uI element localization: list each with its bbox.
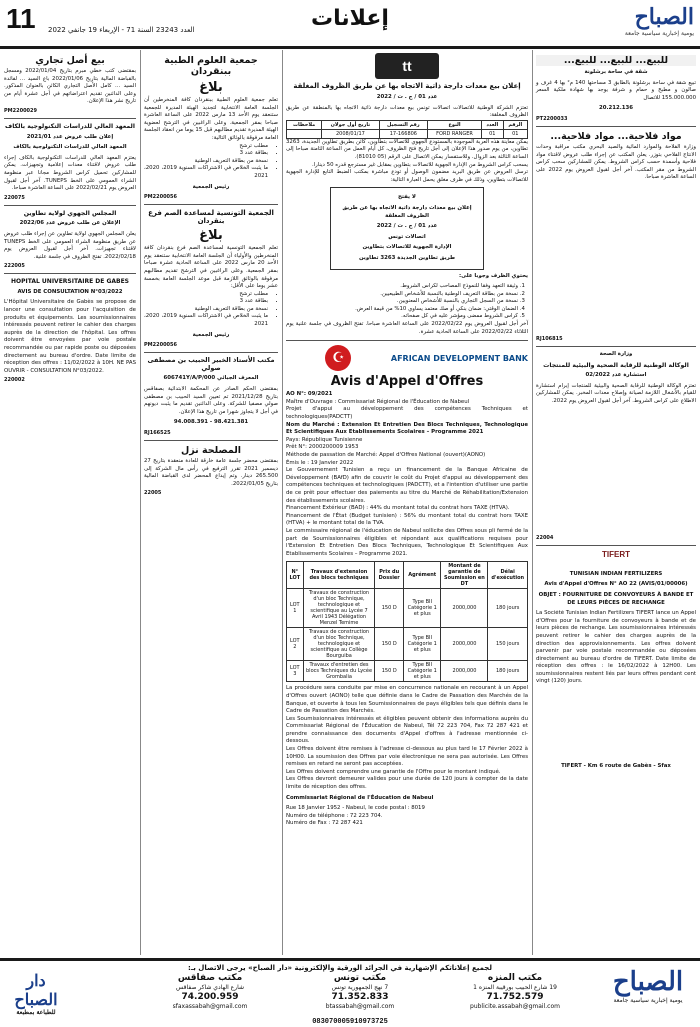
list-item: • مطلب ترشح	[144, 291, 268, 299]
gabes-consultation-number: AVIS DE CONSULTATION N°03/2022	[17, 288, 123, 295]
gabes-hospital-text: L'Hôpital Universitaire de Gabès se propose de lancer une consultation pour l'acquisition de produits et équipements. Les soumissionnaires intéressés peuvent retirer le cahier des charges auprès de la direction de l'hôpital. Les offres doivent être envoyées par voie postale recommandée ou par rapide poste ou déposées directement au bureau d'ordre. Date limite de réception des offres : 11/02/2022 à 10H. NE PAS OUVRIR - CONSULTATION N°03/2022.	[4, 299, 136, 374]
list-item: 4. الضمان الوقتي: ضمان بنكي أو صك معتمد يساوي 10% من قيمة العرض.	[286, 306, 518, 314]
ao-number: AO N°: 09/2021	[286, 391, 333, 398]
divider	[536, 126, 696, 127]
table-row	[287, 589, 528, 628]
para-6: Les Offres doivent comprendre une garantie de l'Offre pour le montant indiqué.	[286, 768, 501, 775]
tifert-title: TUNISIAN INDIAN FERTILIZERS	[569, 570, 663, 577]
table-header-cell: Délai d'exécution	[488, 562, 528, 589]
table-cell: Type BII Catégorie 1 et plus	[404, 589, 441, 628]
table-cell: 150 D	[375, 661, 404, 682]
tataouine-council-text: يعلن المجلس الجهوي لولاية تطاوين عن إجراء طلب عروض عن طريق منظومة الشراء العمومي على الخط TUNEPS لاقتناء تجهيزات. آخر أجل لقبول العروض يوم 2022/02/18. تفتح الظروف في جلسة علنية.	[4, 230, 136, 260]
vehicle-table	[286, 120, 528, 139]
envelope-line: الإدارة الجهوية للاتصالات بتطاوين	[362, 244, 452, 251]
divider	[286, 340, 528, 341]
list-item: • بطاقة عدد 3	[144, 298, 268, 306]
list-item: 3. نسخة من السجل التجاري بالنسبة للأشخاص المعنويين.	[286, 298, 518, 306]
tt-logo: tt	[375, 53, 439, 79]
consultation-number: استشارة عدد 02/2022	[585, 372, 647, 379]
table-header-cell: Agrément	[404, 562, 441, 589]
tunisia-emblem-icon: ☪	[325, 345, 351, 371]
table-header-cell: ملاحظات	[287, 120, 322, 129]
iset-kef-title: المعهد العالي للدراسات التكنولوجية بالكاف	[5, 122, 135, 130]
iset-kef-sub2: المعهد العالي للدراسات التكنولوجية بالكاف	[13, 144, 127, 151]
tifert-object: OBJET : FOURNITURE DE CONVOYEURS À BANDE ET DE LEURS PIÈCES DE RECHANGE	[538, 591, 694, 606]
envelope-line: إعلان بيع معدات دارجة ذاتية الاتجاه بها عن طريق الظروف المغلقة	[342, 204, 472, 219]
table-cell: Type BII Catégorie 1 et plus	[404, 628, 441, 661]
divider	[144, 440, 278, 441]
address-line: Numéro de Fax : 72 287 421	[286, 820, 363, 827]
afdb-logo: AFRICAN DEVELOPMENT BANK	[390, 353, 528, 363]
pays: Pays: République Tunisienne	[286, 436, 363, 443]
tt-ad-title: إعلان بيع معدات دارجة ذاتية الاتجاه بها عن طريق الظروف المغلقة	[293, 82, 521, 90]
assoc-medical-title: جمعية العلوم الطبية ببنقردان	[164, 55, 258, 77]
dar-assabah-tag: للطباعة بمطبعة	[16, 1009, 56, 1016]
tt-ad-body3: ترسل العروض عن طريق البريد مضمون الوصول أو تودع مباشرة بمكتب الضبط التابع للإدارة الجهوية للاتصالات بتطاوين، وذلك في ظرف مغلق يحمل العبارة التالية:	[286, 169, 528, 183]
table-header-row	[287, 120, 528, 129]
agency-text: تعتزم الوكالة الوطنية للرقابة الصحية والبيئية للمنتجات إبرام استشارة للقيام بالأشغال اللازمة لصيانة وإصلاح معدات المخبر. يمكن للمشاركين الاطلاع على كراس الشروط. آخر أجل لقبول العروض يوم 2022.	[536, 382, 696, 404]
dar-assabah-name: دار الصباح	[14, 971, 58, 1009]
table-header-cell: العدد	[481, 120, 503, 129]
ad-reference: 222005	[4, 263, 25, 270]
table-cell: LOT 1	[287, 589, 304, 628]
list-item: 1. وثيقة التعهد وفقا للنموذج المصاحب لكراس الشروط.	[286, 283, 518, 291]
envelope-contents-list	[286, 283, 528, 321]
table-cell: 17-166806	[379, 129, 428, 138]
ad-reference: 22005	[144, 490, 162, 497]
page-header	[0, 0, 700, 49]
expert-phones: 98.421.381 - 94.008.391	[173, 419, 249, 426]
heading-for-sale: للبيع... للبيع... للبيع...	[536, 55, 696, 66]
tifert-notice-number: Avis d'Appel d'Offres N° AO 22 (AVIS/01/00006)	[544, 581, 688, 588]
office-title: مكتب تونس	[333, 973, 387, 983]
ad-reference: PM2200029	[4, 107, 37, 114]
envelope-box	[330, 187, 483, 269]
marche-name: Nom du Marché : Extension Et Entretien Des Blocs Techniques, Technologique Et Scientifiques Aux Etablissements Scolaires – Programme 2021	[286, 421, 528, 436]
hotel-notice-text: بمقتضى محضر جلسة عامة خارقة للعادة منعقدة بتاريخ 27 ديسمبر 2021 تقرر الترفيع في رأس مال الشركة إلى 265.500 دينار. وتم إيداع المحضر لدى القباضة المالية بتاريخ 2022/01/05.	[144, 458, 278, 487]
expert-text: بمقتضى الحكم الصادر عن المحكمة الابتدائية بصفاقس بتاريخ 2021/12/28 تم تعيين السيد الحبيب بن مصطفى صولي مصفيا للشركة. وعلى الدائنين تقديم ما يثبت ديونهم في أجل لا يتجاوز شهرا من تاريخ هذا الإعلان.	[144, 386, 278, 415]
office-menzah	[440, 973, 590, 1011]
list-item: • بطاقة عدد 3	[144, 150, 268, 158]
tataouine-council-sub: الإعلان عن طلب عروض عدد 2022/06	[19, 220, 121, 227]
projet: Projet d'appui au développement des compétences Techniques et technologiques(PADCTT)	[286, 406, 528, 421]
office-email[interactable]: publicite.assabah@gmail.com	[470, 1003, 560, 1010]
address-line: Rue 18 Janvier 1952 - Nabeul, le code postal : 8019	[286, 805, 425, 812]
table-cell: LOT 3	[287, 661, 304, 682]
list-item: 2. نسخة من بطاقة التعريف الوطنية بالنسبة للأشخاص الطبيعيين.	[286, 291, 518, 299]
table-cell: Type BII Catégorie 1 et plus	[404, 661, 441, 682]
divider	[536, 545, 696, 546]
afdb-notice	[286, 345, 528, 828]
office-sfax	[140, 973, 280, 1011]
tt-ad-number: عدد 01 / ج . ت / 2022	[376, 94, 438, 100]
column-sales	[532, 50, 700, 955]
list-item: • مطلب ترشح	[144, 143, 268, 151]
table-cell: 01	[503, 129, 527, 138]
edition-info: العدد 23243 السنة 71 - الإربعاء 19 جانفي 2022	[48, 26, 195, 34]
tt-ad-body2: يسحب كراس الشروط من الإدارة الجهوية للاتصالات بتطاوين بمقابل غير مسترجع قدره 50 دينارا.	[311, 161, 528, 168]
assoc-deaf-text: تعلم الجمعية التونسية لمساعدة الصم فرع بنقردان كافة المنخرطين والأولياء أن الجلسة العامة الانتخابية ستنعقد يوم الأحد 20 مارس 2022 على الساعة الحادية عشرة صباحا بمقر الجمعية. وعلى الراغبين في الترشح تقديم مطالبهم مرفوقة بالوثائق اللازمة قبل موعد الجلسة العامة بخمسة عشر يوما على الأقل:	[144, 245, 278, 290]
ad-apartment-title: شقة في ساحة برشلونة	[584, 69, 648, 75]
para-4: Les Soumissionnaires intéressés et éligibles peuvent obtenir des informations auprès du Commissariat Régional de l'Éducation de Nabeul, Tél 72 223 704, Fax 72 287 421 et prendre connaissance des documents d'Appel d'offres à l'adresse mentionnée ci-dessous.	[286, 715, 528, 745]
heading-agri: مواد فلاحية... مواد فلاحية...	[550, 130, 682, 142]
ad-agri-text: وزارة الفلاحة والموارد المائية والصيد البحري مكتب مراقبة وحدات الانتاج الفلاحي بتوزر. يعلن المكتب عن إجراء طلب عروض لاقتناء مواد فلاحية وأسمدة حسب كراس الشروط. يمكن للمشاركين سحب كراس الشروط من مقر المكتب. آخر أجل لقبول العروض يوم 2022 على الساعة العاشرة صباحا.	[536, 143, 696, 181]
table-cell: LOT 2	[287, 628, 304, 661]
table-cell: 150 D	[375, 589, 404, 628]
office-address: 19 شارع الحبيب بورقيبة المنزه 1	[473, 984, 557, 991]
financement-1: Financement Extérieur (BAD) : 44% du montant total du contrat hors TAXE (HTVA).	[286, 505, 510, 512]
afdb-title: Avis d'Appel d'Offres	[330, 374, 484, 390]
assoc-medical-text: تعلم جمعية العلوم الطبية ببنقردان كافة المنخرطين أن الجلسة العامة الانتخابية لتجديد الهيئة المديرة للجمعية ستنعقد يوم الأحد 13 مارس 2022 على الساعة العاشرة صباحا بمقر الجمعية. وعلى الراغبين في الترشح لعضوية الهيئة المديرة تقديم مطالبهم قبل 15 يوما من انعقاد الجلسة العامة مرفوقة بالوثائق التالية:	[144, 97, 278, 141]
table-header-cell: النوع	[428, 120, 482, 129]
table-cell: 150 D	[375, 628, 404, 661]
table-header-cell: N° LOT	[287, 562, 304, 589]
business-sale-title: بيع أصل تجاري	[35, 55, 105, 66]
iset-kef-text: يعتزم المعهد العالي للدراسات التكنولوجية بالكاف إجراء طلب عروض لاقتناء معدات إعلامية وتجهيزات. يمكن للمشاركين تحميل كراس الشروط مجانا عبر منظومة الشراء العمومي على الخط TUNEPS. آخر أجل لقبول العروض يوم 2022/02/21 على الساعة العاشرة صباحا.	[4, 154, 136, 192]
table-cell: 180 jours	[488, 589, 528, 628]
tataouine-council-title: المجلس الجهوي لولاية تطاوين	[23, 209, 117, 217]
expert-tax-id: المعرف الجبائي 606741Y/A/P/000	[163, 375, 259, 382]
footer-code: 083070005910973725	[312, 1018, 388, 1026]
table-cell	[287, 129, 322, 138]
ad-reference: PM2200056	[144, 194, 177, 201]
footer-logo	[602, 967, 694, 1004]
table-cell: 2000,000	[441, 628, 488, 661]
table-header-row	[287, 562, 528, 589]
office-phone: 71.352.833	[331, 992, 389, 1002]
office-address: شارع الهادي شاكر صفاقس	[175, 984, 244, 991]
divider	[4, 273, 136, 274]
financement-2: Financement de l'État (Budget tunisien) : 56% du montant total du contrat hors TAXE (HTVA) + le montant total de la TVA.	[286, 512, 528, 527]
table-cell: Travaux de construction d'un bloc Technique, technologique et scientifique au Lycée 7 Avril 1943 Délégation Menzel Temime	[303, 589, 375, 628]
divider	[4, 205, 136, 206]
divider	[4, 118, 136, 119]
table-cell: Travaux de construction d'un bloc Technique, technologique et scientifique au Collège Bourguiba	[303, 628, 375, 661]
tt-ad-intro: تعتزم الشركة الوطنية للاتصالات اتصالات تونس بيع معدات دارجة ذاتية الاتجاه بها بالمنطقة عن طريق الظروف المغلقة:	[286, 104, 528, 119]
ad-reference: 22004	[536, 534, 554, 541]
envelope-line: طريق تطاوين الجديدة 3263 تطاوين	[358, 254, 456, 261]
para-2: Le commissaire régional de l'éducation de Nabeul sollicite des Offres sous pli fermé de la part de Soumissionnaires éligibles et répondant aux qualifications requises pour l'Extension Et Entretien Des Blocs Techniques, Technologique Et Scientifiques Aux Etablissements Scolaires – Programme 2021.	[286, 527, 528, 557]
table-cell: 01	[481, 129, 503, 138]
ad-reference: 220075	[4, 194, 25, 201]
table-cell: FORD RANGER	[428, 129, 482, 138]
table-header-cell: Travaux d'extension des blocs techniques	[303, 562, 375, 589]
para-1: Le Gouvernement Tunisien a reçu un financement de la Banque Africaine de Développement (BAfD) afin de couvrir le coût du Projet d'appui au développement des compétences techniques et technologiques (PADCTT), et a l'intention d'utiliser une partie de ce prêt pour effectuer des paiements au titre du Marché de Réhabilitation/Extension des établissements scolaires.	[286, 467, 528, 504]
expert-office-title: مكتب الأستاذ الخبير الحبيب بن مصطفى صولي	[147, 356, 275, 372]
table-header-cell: Montant de garantie de Soumission en DT	[441, 562, 488, 589]
emission-date: Émis le : 19 Janvier 2022	[286, 459, 354, 466]
signature: رئيس الجمعية	[192, 331, 230, 338]
ad-reference: RJ166525	[144, 430, 171, 436]
iset-kef-sub: إعلان طلب عروض عدد 2021/01	[26, 133, 114, 140]
divider	[536, 346, 696, 347]
newspaper-tagline: يومية إخبارية سياسية جامعة	[624, 30, 694, 37]
footer-title: لجميع إعلاناتكم الإشهارية في الجرائد الورقية والإلكترونية «دار الصباح» يرجى الاتصال بـ:	[188, 964, 492, 972]
dar-assabah-logo	[6, 971, 66, 1016]
signature: رئيس الجمعية	[192, 183, 230, 190]
table-cell: 2000,000	[441, 661, 488, 682]
agency-title: الوكالة الوطنية للرقابة الصحية والبيئية للمنتجات	[543, 361, 689, 369]
ad-reference: PM2200056	[144, 342, 177, 349]
table-cell: 2008/01/17	[322, 129, 379, 138]
newspaper-logo	[600, 4, 694, 42]
envelope-line: اتصالات تونس	[388, 233, 426, 240]
office-address: 7 نهج الجمهورية تونس	[331, 984, 389, 991]
table-row	[287, 129, 528, 138]
ad-apartment-text: تبيع شقة في ساحة برشلونة بالطابق 3 مساحتها 140 م² بها 4 غرف و صالون و مطبخ و حمام و شرفة يوجد بها شهادة ملكية السعر 155.000.000 للاتصال	[536, 79, 696, 101]
table-row	[287, 661, 528, 682]
office-phone: 71.752.579	[486, 992, 544, 1002]
tifert-address: TIFERT - Km 6 route de Gabès - Sfax	[561, 763, 671, 770]
column-notices	[140, 50, 283, 955]
table-header-cell: الرقم	[503, 120, 527, 129]
candidacy-docs-list	[144, 143, 278, 181]
notice-heading: بلاغ	[199, 228, 223, 244]
office-email[interactable]: btassabah@gmail.com	[325, 1003, 395, 1010]
divider	[144, 204, 278, 205]
methode: Méthode de passation de Marché: Appel d'Offres National (ouvert)(AONO)	[286, 452, 486, 458]
envelope-contents-title: يحتوي الظرف وجوبا على:	[459, 272, 528, 279]
office-title: مكتب المنزه	[487, 973, 543, 983]
envelope-line: لا يفتح	[398, 194, 416, 201]
ad-apartment-phone: 20.212.136	[598, 105, 634, 112]
lots-table	[286, 561, 528, 682]
business-sale-text: بمقتضى كتب خطي مبرم بتاريخ 2022/01/04 ومسجل بالقباضة المالية بتاريخ 2022/01/06 باع السيد ... لفائدة السيد ... كامل الأصل التجاري الكائن بالعنوان المذكور. وعلى الدائنين تقديم اعتراضاتهم في أجل عشرة أيام من تاريخ نشر هذا الإعلان.	[4, 68, 136, 105]
address-line: Commissariat Régional de l'Éducation de Nabeul	[286, 794, 434, 801]
table-cell: 2000,000	[441, 589, 488, 628]
tifert-logo: TIFERT	[602, 549, 630, 559]
gabes-hospital-title: HOPITAL UNIVERSITAIRE DE GABES	[10, 278, 130, 286]
column-tenders	[282, 50, 533, 955]
envelope-line: عدد 01 / ج . ت / 2022	[376, 223, 438, 230]
table-cell: 180 jours	[488, 661, 528, 682]
list-item: • ما يثبت الخلاص في الاشتراكات السنوية 2019، 2020، 2021	[144, 313, 268, 328]
tt-deadline: آخر أجل لقبول العروض يوم 2022/02/22 على الساعة العاشرة صباحا. تفتح الظروف في جلسة علنية يوم الثلاثاء 2022/02/22 على الساعة الحادية عشرة.	[286, 321, 528, 335]
office-email[interactable]: sfaxassabah@gmail.com	[172, 1003, 248, 1010]
address-line: Numéro de téléphone : 72 223 704.	[286, 812, 383, 819]
page-number: 11	[6, 3, 36, 34]
footer-newspaper-name: الصباح	[612, 967, 684, 997]
office-tunis	[290, 973, 430, 1011]
para-5: Les Offres doivent être remises à l'adresse ci-dessous au plus tard le 17 Février 2022 à 10H00. La soumission des Offres par voie électronique ne sera pas autorisée. Les Offres remises en retard ne seront pas acceptées.	[286, 746, 528, 768]
table-cell: 150 jours	[488, 628, 528, 661]
table-header-cell: Prix du Dossier	[375, 562, 404, 589]
office-title: مكتب صفاقس	[177, 973, 243, 983]
office-phone: 74.200.959	[181, 992, 239, 1002]
pret: Prêt N°: 2000200009 1953	[286, 444, 359, 451]
table-cell: Travaux d'entretien des blocs Techniques du Lycée Grombalia	[303, 661, 375, 682]
assoc-deaf-title: الجمعية التونسية لمساعدة الصم فرع بنقردان	[148, 209, 274, 226]
notice-heading: بلاغ	[199, 80, 223, 95]
divider	[144, 352, 278, 353]
list-item: • ما يثبت الخلاص في الاشتراكات السنوية 2019، 2020، 2021	[144, 165, 268, 180]
list-item: 5. كراس الشروط ممضى ومؤشر عليه في كل صفحاته.	[286, 313, 518, 321]
ministry-name: وزارة الصحة	[599, 350, 633, 357]
ad-reference: PT2200033	[536, 115, 568, 122]
candidacy-docs-list	[144, 291, 278, 329]
ad-reference: RJ106815	[536, 335, 563, 342]
tifert-text: La Société Tunisian Indian Fertilizers TIFERT lance un Appel d'Offres pour la fourniture de convoyeurs à bande et de leurs pièces de rechange. Les soumissionnaires intéressés peuvent retirer le cahier des charges auprès de la direction des approvisionnements. Les offres doivent parvenir par voie postale recommandée ou déposées directement au bureau d'ordre de TIFERT. Date limite de réception des offres : le 16/02/2022 à 12H00. Les soumissionnaires restent liés par leurs offres pendant cent vingt (120) jours.	[536, 610, 696, 685]
tt-ad-body: يمكن معاينة هذه العربة الموجودة بالمستودع الجهوي للاتصالات بتطاوين، كائن بطريق تطاوين الجديدة، 3263 تطاوين، من يوم صدور هذا الإعلان إلى أجل تاريخ فتح الظروف، كل أيام العمل من الساعة الثامنة صباحا إلى الساعة الثالثة بعد الزوال. وللاستفسار يمكن الاتصال على الرقم (05 81010).	[286, 138, 528, 160]
para-7: Les Offres devront demeurer valides pour une durée de 120 jours à compter de la date limite de réception des offres.	[286, 776, 528, 791]
section-title: إعلانات	[311, 6, 389, 31]
list-item: • نسخة من بطاقة التعريف الوطنية	[144, 158, 268, 166]
hotel-notice-title: المصلحة نزل	[180, 445, 242, 456]
footer-newspaper-tagline: يومية إخبارية سياسية جامعة	[613, 997, 683, 1004]
advertising-footer	[0, 958, 700, 1027]
table-header-cell: رقم التسجيل	[379, 120, 428, 129]
newspaper-name: الصباح	[634, 4, 694, 30]
ad-reference: 220002	[4, 377, 25, 384]
table-header-cell: تاريخ أول جولان	[322, 120, 379, 129]
para-3: La procédure sera conduite par mise en concurrence nationale en recourant à un Appel d'Offres ouvert (AONO) telle que définie dans le Cadre de Passation des Marchés de la Banque, et ouverte à tous les Soumissionnaires de pays éligibles tels que définis dans le Cadre de Passation des Marchés.	[286, 685, 528, 715]
table-row	[287, 628, 528, 661]
list-item: • نسخة من بطاقة التعريف الوطنية	[144, 306, 268, 314]
column-misc	[0, 50, 141, 955]
maitre-ouvrage: Maître d'Ouvrage : Commissariat Régional de l'Éducation de Nabeul	[286, 398, 470, 405]
